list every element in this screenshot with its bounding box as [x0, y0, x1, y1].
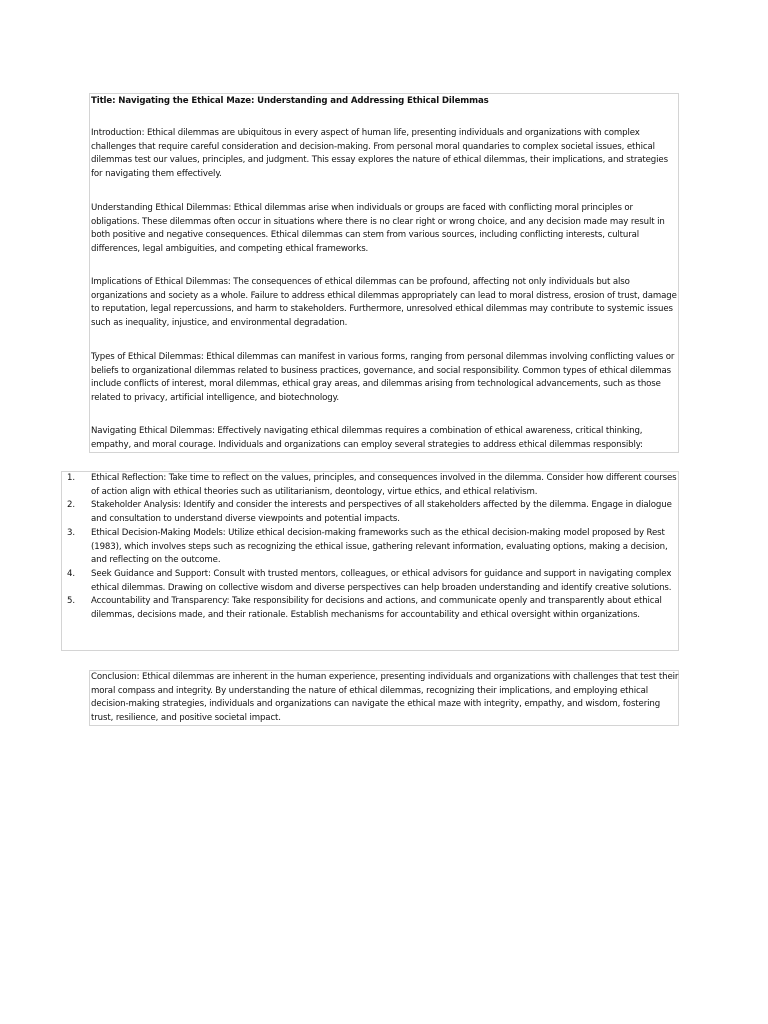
- list-item: [62, 527, 680, 568]
- strategy-list: [62, 472, 680, 623]
- paragraph-types: Types of Ethical Dilemmas: Ethical dilemmas can manifest in various forms, ranging from personal dilemmas involving conflicting values or beliefs to organizational dilemmas related to business practices, governance, and social responsibility. Common types of ethical dilemmas include conflicts of interest, moral dilemmas, ethical gray areas, and dilemmas arising from technological advancements, such as those related to privacy, artificial intelligence, and biotechnology.: [91, 352, 675, 404]
- paragraph-introduction: Introduction: Ethical dilemmas are ubiquitous in every aspect of human life, presenting individuals and organizations with complex challenges that require careful consideration and decision-making. From personal moral quandaries to complex societal issues, ethical dilemmas test our values, principles, and judgment. This essay explores the nature of ethical dilemmas, their implications, and strategies for navigating them effectively.: [91, 128, 668, 180]
- list-item-text: Ethical Reflection: Take time to reflect on the values, principles, and consequences involved in the dilemma. Consider how different courses of action align with ethical theories such as utilitarianism, deontology, virtue ethics, and ethical relativism.: [91, 473, 677, 497]
- list-item-number: 5.: [67, 596, 75, 607]
- paragraph-conclusion: Conclusion: Ethical dilemmas are inherent in the human experience, presenting individuals and organizations with challenges that test their moral compass and integrity. By understanding the nature of ethical dilemmas, recognizing their implications, and employing ethical decision-making strategies, individuals and organizations can navigate the ethical maze with integrity, empathy, and wisdom, fostering trust, resilience, and positive societal impact.: [91, 672, 679, 724]
- paragraph-understanding: Understanding Ethical Dilemmas: Ethical dilemmas arise when individuals or groups are faced with conflicting moral principles or obligations. These dilemmas often occur in situations where there is no clear right or wrong choice, and any decision made may result in both positive and negative consequences. Ethical dilemmas can stem from various sources, including conflicting interests, cultural differences, legal ambiguities, and competing ethical frameworks.: [91, 203, 665, 255]
- list-item-text: Seek Guidance and Support: Consult with trusted mentors, colleagues, or ethical advisors for guidance and support in navigating complex ethical dilemmas. Drawing on collective wisdom and diverse perspectives can help broaden understanding and identify creative solutions.: [91, 568, 672, 593]
- list-item-number: 3.: [67, 527, 75, 538]
- document-title: Title: Navigating the Ethical Maze: Understanding and Addressing Ethical Dilemmas: [91, 96, 489, 106]
- list-item: [62, 568, 680, 595]
- paragraph-navigating: Navigating Ethical Dilemmas: Effectively navigating ethical dilemmas requires a combination of ethical awareness, critical thinking, empathy, and moral courage. Individuals and organizations can employ several strategies to address ethical dilemmas responsibly:: [91, 426, 643, 450]
- list-item: [62, 499, 680, 526]
- list-item: [62, 595, 680, 622]
- list-item-text: Ethical Decision-Making Models: Utilize ethical decision-making frameworks such as the ethical decision-making model proposed by Rest (1983), which involves steps such as recognizing the ethical issue, gathering relevant information, evaluating options, making a decision, and reflecting on the outcome.: [91, 527, 668, 566]
- list-item-number: 1.: [67, 473, 75, 483]
- paragraph-implications: Implications of Ethical Dilemmas: The consequences of ethical dilemmas can be profound, affecting not only individuals but also organizations and society as a whole. Failure to address ethical dilemmas appropriately can lead to moral distress, erosion of trust, damage to reputation, legal repercussions, and harm to stakeholders. Furthermore, unresolved ethical dilemmas may contribute to systemic issues such as inequality, injustice, and environmental degradation.: [91, 277, 677, 329]
- list-item-number: 4.: [67, 568, 75, 579]
- list-item-number: 2.: [67, 500, 75, 511]
- list-item: [62, 472, 680, 499]
- list-item-text: Stakeholder Analysis: Identify and consider the interests and perspectives of all stakeholders affected by the dilemma. Engage in dialogue and consultation to understand diverse viewpoints and potential impacts.: [91, 500, 672, 525]
- list-item-text: Accountability and Transparency: Take responsibility for decisions and actions, and communicate openly and transparently about ethical dilemmas, decisions made, and their rationale. Establish mechanisms for accountability and ethical oversight within organizations.: [91, 596, 662, 621]
